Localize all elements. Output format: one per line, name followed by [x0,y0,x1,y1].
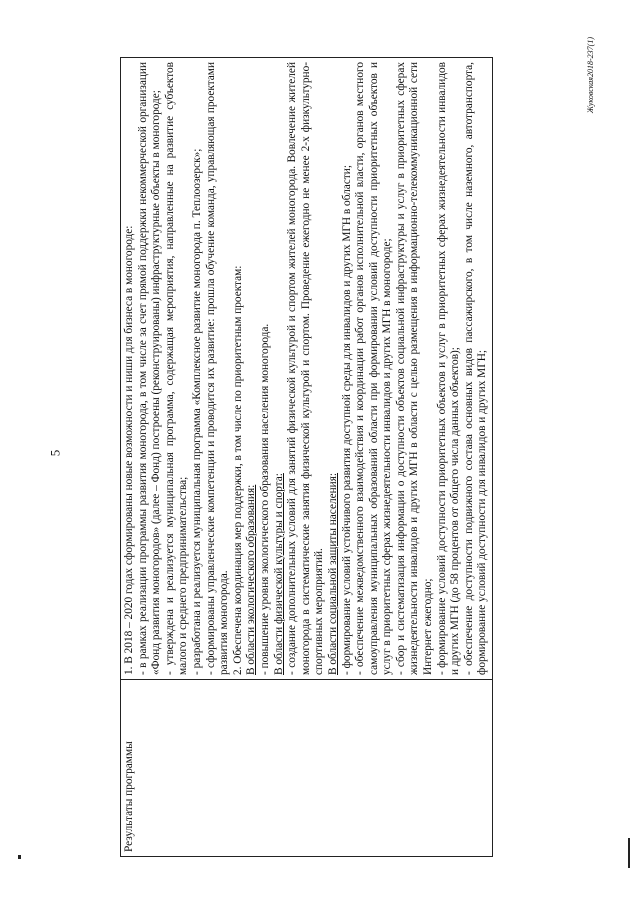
row-header-label: Результаты программы [123,741,135,852]
section-heading: В области социальной защиты населения: [326,472,339,675]
paragraph: 1. В 2018 – 2020 годах сформированы новые возможности и ниши для бизнеса в моногороде: [123,225,135,675]
paragraph: - обеспечение доступности подвижного состава основных видов пассажирского, в том числе наземного, автотранспорта, формирование условий доступности для инвалидов и других МГН; [462,62,489,675]
section-heading: В области физической культуры и спорта: [272,473,285,675]
paragraph: - обеспечение межведомственного взаимодействия и координации работ органов исполнительной власти, органов местного самоуправления муниципальных образований области при формировании условий доступности приоритетных объектов и услуг в приоритетных сферах жизнедеятельности инвалидов и других МГН в моногороде; [354,62,394,675]
scan-mark [18,855,21,859]
paragraph: - утверждена и реализуется муниципальная программа, содержащая мероприятия, направленные на развитие субъектов малого и среднего предпринимательства; [163,62,190,675]
rotated-document [90,29,640,879]
paragraph: - сформированы управленческие компетенции и проводится их развитие: прошла обучение команда, управляющая проектами развития моногорода. [204,62,231,675]
scan-mark [628,838,630,868]
program-results-table [120,57,493,857]
paragraph: - формирование условий доступности приоритетных объектов и услуг в приоритетных сферах жизнедеятельности инвалидов и других МГН (до 58 процентов от общего числа данных объектов); [435,62,462,675]
paragraph: - повышение уровня экологического образования населения моногорода. [258,323,271,675]
paragraph: - в рамках реализации программы развития моногорода, в том числе за счет прямой поддержки некоммерческой организации «Фонд развития моногородов» (далее – Фонд) построены (реконструированы) инфраструктурные объекты в моногороде; [136,62,163,675]
paragraph: - сбор и систематизация информации о доступности объектов социальной инфраструктуры и услуг в приоритетных сферах жизнедеятельности инвалидов и других МГН в области с целью размещения в информационно-телекоммуникационной сети Интернет ежегодно; [394,62,435,675]
paragraph: - формирование условий устойчивого развития доступной среды для инвалидов и других МГН в области; [340,165,353,675]
paragraph: - создание дополнительных условий для занятий физической культурой и спортом жителей моногорода. Вовлечение жителей моногорода в систематические занятия физической культурой и спортом. Проведение ежегодно не менее 2-х физкультурно- спортивных мероприятий. [286,62,326,675]
paragraph: 2. Обеспечена координация мер поддержки, в том числе по приоритетным проектам: [231,265,244,675]
page-number: 5 [47,449,63,457]
section-heading: В области экологического образования: [245,484,258,675]
document-stamp: Жуковская2018-237(1) [586,37,595,114]
table-row [121,58,493,857]
paragraph: - разработана и реализуется муниципальная программа «Комплексное развитие моногорода п. Теплоозерск»; [190,148,203,675]
results-cell [121,58,493,680]
row-header-cell [121,680,493,857]
